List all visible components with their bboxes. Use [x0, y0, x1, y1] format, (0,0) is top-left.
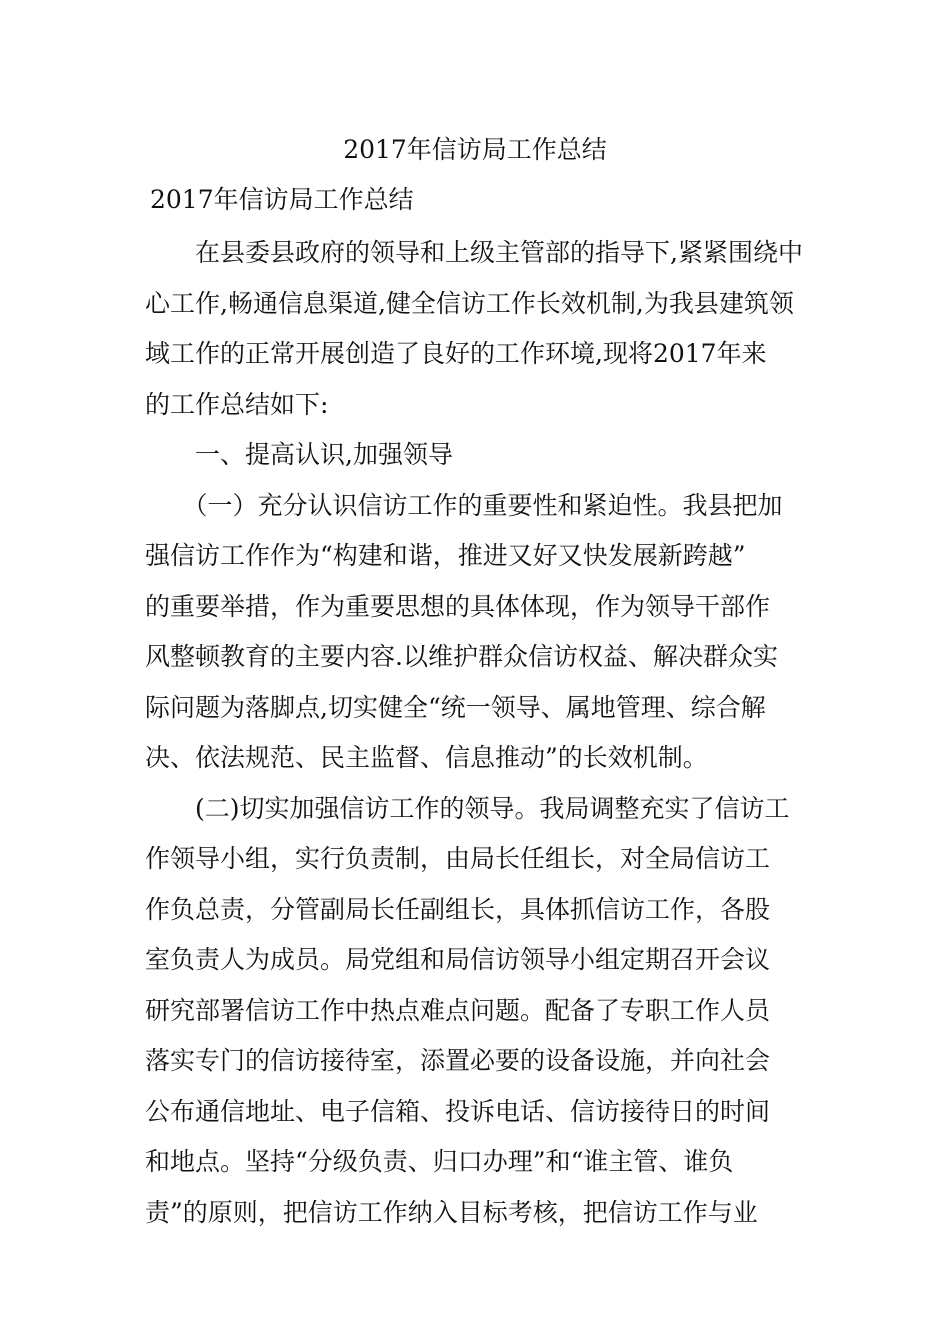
body-line: 的工作总结如下: — [145, 389, 329, 419]
body-line: 公布通信地址、电子信箱、投诉电话、信访接待日的时间 — [145, 1096, 771, 1126]
body-line: 研究部署信访工作中热点难点问题。配备了专职工作人员 — [145, 995, 771, 1025]
body-line: 作负总责，分管副局长任副组长，具体抓信访工作，各股 — [145, 894, 771, 924]
document-body — [145, 228, 815, 1238]
section-heading: 一、提高认识,加强领导 — [145, 440, 453, 469]
body-line: 落实专门的信访接待室，添置必要的设备设施，并向社会 — [145, 1046, 771, 1075]
body-line: 际问题为落脚点,切实健全“统一领导、属地管理、综合解 — [145, 692, 766, 722]
document-title: 2017年信访局工作总结 — [343, 135, 607, 164]
body-line: 决、依法规范、民主监督、信息推动”的长效机制。 — [145, 743, 708, 772]
body-line: 风整顿教育的主要内容.以维护群众信访权益、解决群众实 — [145, 642, 778, 671]
body-line: 作领导小组，实行负责制，由局长任组长，对全局信访工 — [145, 844, 771, 873]
body-line: 强信访工作作为“构建和谐，推进又好又快发展新跨越” — [145, 541, 746, 570]
body-line: 在县委县政府的领导和上级主管部的指导下,紧紧围绕中 — [145, 238, 803, 267]
body-line: 和地点。坚持“分级负责、归口办理”和“谁主管、谁负 — [145, 1147, 734, 1176]
body-line: 的重要举措，作为重要思想的具体体现，作为领导干部作 — [145, 591, 771, 621]
document-subtitle: 2017年信访局工作总结 — [150, 185, 414, 214]
body-line: 心工作,畅通信息渠道,健全信访工作长效机制,为我县建筑领 — [145, 288, 794, 318]
body-line: (二)切实加强信访工作的领导。我局调整充实了信访工 — [145, 793, 790, 823]
body-line: 域工作的正常开展创造了良好的工作环境,现将2017年来 — [145, 339, 767, 368]
body-line: 责”的原则，把信访工作纳入目标考核，把信访工作与业 — [145, 1197, 758, 1227]
body-line: 室负责人为成员。局党组和局信访领导小组定期召开会议 — [145, 945, 771, 974]
body-line: （一）充分认识信访工作的重要性和紧迫性。我县把加 — [145, 490, 783, 520]
